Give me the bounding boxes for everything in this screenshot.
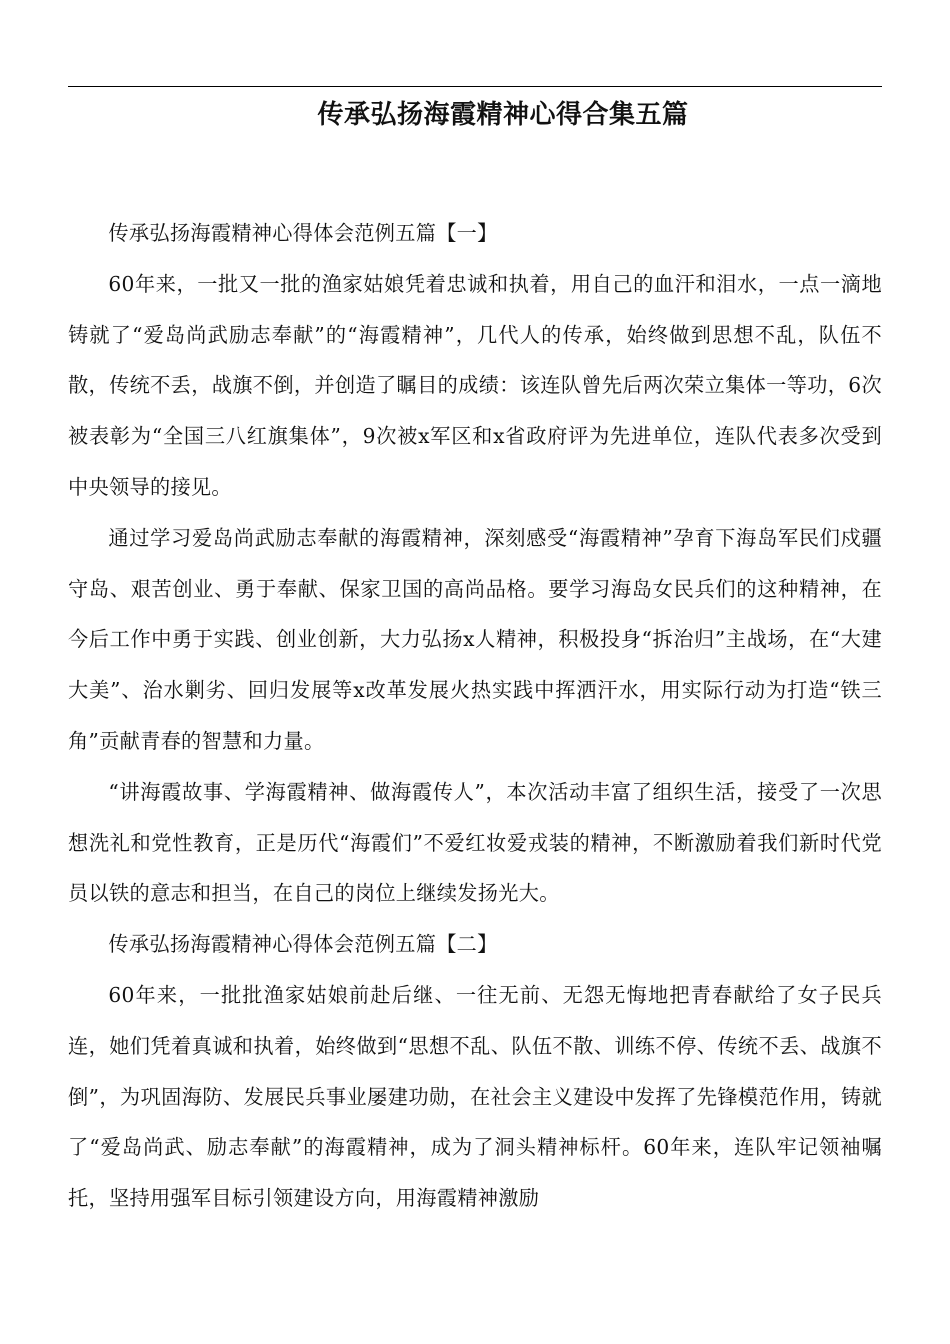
section-heading-2: 传承弘扬海霞精神心得体会范例五篇【二】 [108,932,498,957]
paragraph-3: “讲海霞故事、学海霞精神、做海霞传人”，本次活动丰富了组织生活，接受了一次思想洗礼和党性教育，正是历代“海霞们”不爱红妆爱戎装的精神，不断激励着我们新时代党员以铁的意志和担当，在自己的岗位上继续发扬光大。 [68,779,882,906]
paragraph-4: 60年来，一批批渔家姑娘前赴后继、一往无前、无怨无悔地把青春献给了女子民兵连，她们凭着真诚和执着，始终做到“思想不乱、队伍不散、训练不停、传统不丢、战旗不倒”，为巩固海防、发展民兵事业屡建功勋，在社会主义建设中发挥了先锋模范作用，铸就了“爱岛尚武、励志奉献”的海霞精神，成为了洞头精神标杆。60年来，连队牢记领袖嘱托，坚持用强军目标引领建设方向，用海霞精神激励 [68,982,882,1211]
paragraph-2: 通过学习爱岛尚武励志奉献的海霞精神，深刻感受“海霞精神”孕育下海岛军民们戍疆守岛、艰苦创业、勇于奉献、保家卫国的高尚品格。要学习海岛女民兵们的这种精神，在今后工作中勇于实践、创业创新，大力弘扬x人精神，积极投身“拆治归”主战场，在“大建大美”、治水剿劣、回归发展等x改革发展火热实践中挥洒汗水，用实际行动为打造“铁三角”贡献青春的智慧和力量。 [68,525,882,753]
document-body [68,208,882,1224]
paragraph-1: 60年来，一批又一批的渔家姑娘凭着忠诚和执着，用自己的血汗和泪水，一点一滴地铸就了“爱岛尚武励志奉献”的“海霞精神”，几代人的传承，始终做到思想不乱，队伍不散，传统不丢，战旗不倒，并创造了瞩目的成绩：该连队曾先后两次荣立集体一等功，6次被表彰为“全国三八红旗集体”，9次被x军区和x省政府评为先进单位，连队代表多次受到中央领导的接见。 [68,271,882,499]
section-heading-1: 传承弘扬海霞精神心得体会范例五篇【一】 [108,221,498,245]
document-title: 传承弘扬海霞精神心得合集五篇 [317,100,689,130]
header-rule [68,86,882,87]
